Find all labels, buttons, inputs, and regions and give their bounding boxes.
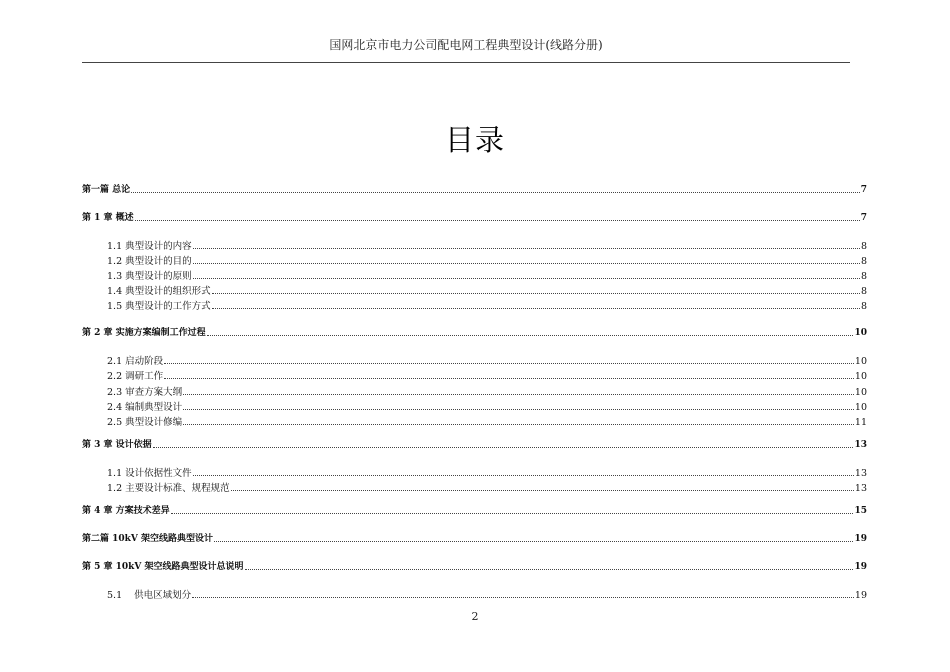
toc-entry-page: 13 — [854, 483, 867, 494]
dot-leader — [193, 263, 860, 264]
dot-leader — [214, 541, 853, 542]
toc-entry-label: 第二篇 10kV 架空线路典型设计 — [82, 534, 214, 544]
dot-leader — [212, 308, 860, 309]
toc-entry-page: 7 — [860, 213, 867, 223]
dot-leader — [212, 293, 860, 294]
toc-entry-1-5[interactable] — [107, 298, 867, 312]
toc-entry-label: 第一篇 总论 — [82, 185, 131, 195]
toc-entry-1-2[interactable] — [107, 253, 867, 267]
toc-entry-label: 第 5 章 10kV 架空线路典型设计总说明 — [82, 562, 244, 572]
toc-entry-page: 10 — [854, 356, 867, 367]
toc-entry-label: 2.4 编制典型设计 — [107, 402, 183, 413]
toc-entry-page: 10 — [854, 328, 867, 338]
toc-entry-1-1[interactable] — [107, 238, 867, 252]
running-header: 国网北京市电力公司配电网工程典型设计(线路分册) — [329, 38, 603, 52]
toc-entry-label: 1.2 典型设计的目的 — [107, 256, 192, 267]
toc-entry-label: 第 3 章 设计依据 — [82, 440, 152, 450]
toc-entry-page: 19 — [854, 562, 867, 572]
dot-leader — [164, 363, 854, 364]
toc-entry-page: 19 — [854, 590, 867, 601]
toc-entry-2-2[interactable] — [107, 368, 867, 382]
toc-entry-label: 1.3 典型设计的原则 — [107, 271, 192, 282]
toc-title: 目录 — [444, 123, 505, 157]
toc-entry-page: 15 — [854, 506, 867, 516]
toc-entry-label: 1.4 典型设计的组织形式 — [107, 286, 211, 297]
toc-entry-chapter-4[interactable] — [82, 503, 867, 517]
page-number: 2 — [471, 610, 479, 623]
toc-entry-part-1[interactable] — [82, 182, 867, 196]
toc-entry-2-4[interactable] — [107, 399, 867, 413]
toc-entry-page: 13 — [854, 440, 867, 450]
toc-entry-label: 第 1 章 概述 — [82, 213, 134, 223]
toc-entry-label: 1.2 主要设计标准、规程规范 — [107, 483, 230, 494]
dot-leader — [231, 490, 854, 491]
toc-entry-1-3[interactable] — [107, 268, 867, 282]
toc-entry-label: 1.1 设计依据性文件 — [107, 468, 192, 479]
toc-entry-label: 2.3 审查方案大纲 — [107, 387, 183, 398]
dot-leader — [183, 424, 854, 425]
dot-leader — [193, 248, 860, 249]
toc-entry-page: 8 — [860, 256, 867, 267]
dot-leader — [193, 278, 860, 279]
toc-entry-2-1[interactable] — [107, 353, 867, 367]
toc-entry-page: 8 — [860, 286, 867, 297]
toc-entry-label: 5.1 供电区域划分 — [107, 590, 192, 601]
toc-entry-3-2[interactable] — [107, 480, 867, 494]
dot-leader — [192, 597, 854, 598]
header-rule — [82, 62, 850, 63]
dot-leader — [245, 569, 854, 570]
toc-entry-chapter-5[interactable] — [82, 559, 867, 573]
toc-entry-page: 11 — [854, 417, 867, 428]
dot-leader — [171, 513, 854, 514]
dot-leader — [193, 475, 854, 476]
dot-leader — [164, 378, 854, 379]
toc-entry-part-2[interactable] — [82, 531, 867, 545]
toc-entry-label: 第 4 章 方案技术差异 — [82, 506, 170, 516]
toc-entry-label: 2.5 典型设计修编 — [107, 417, 183, 428]
dot-leader — [153, 447, 854, 448]
toc-entry-chapter-1[interactable] — [82, 210, 867, 224]
toc-entry-label: 1.1 典型设计的内容 — [107, 241, 192, 252]
toc-entry-chapter-3[interactable] — [82, 437, 867, 451]
toc-entry-page: 8 — [860, 271, 867, 282]
toc-entry-page: 7 — [860, 185, 867, 195]
dot-leader — [131, 192, 860, 193]
dot-leader — [183, 394, 854, 395]
toc-entry-label: 第 2 章 实施方案编制工作过程 — [82, 328, 206, 338]
dot-leader — [135, 220, 860, 221]
dot-leader — [207, 335, 854, 336]
toc-entry-page: 8 — [860, 301, 867, 312]
toc-entry-label: 2.2 调研工作 — [107, 371, 164, 382]
toc-entry-page: 10 — [854, 402, 867, 413]
toc-entry-1-4[interactable] — [107, 283, 867, 297]
toc-entry-2-5[interactable] — [107, 414, 867, 428]
toc-entry-3-1[interactable] — [107, 465, 867, 479]
dot-leader — [183, 409, 854, 410]
toc-entry-label: 2.1 启动阶段 — [107, 356, 164, 367]
toc-entry-5-1[interactable] — [107, 587, 867, 601]
toc-entry-page: 13 — [854, 468, 867, 479]
toc-entry-page: 10 — [854, 387, 867, 398]
toc-entry-label: 1.5 典型设计的工作方式 — [107, 301, 211, 312]
toc-entry-page: 10 — [854, 371, 867, 382]
toc-entry-2-3[interactable] — [107, 384, 867, 398]
toc-entry-page: 8 — [860, 241, 867, 252]
toc-entry-page: 19 — [854, 534, 867, 544]
toc-entry-chapter-2[interactable] — [82, 325, 867, 339]
